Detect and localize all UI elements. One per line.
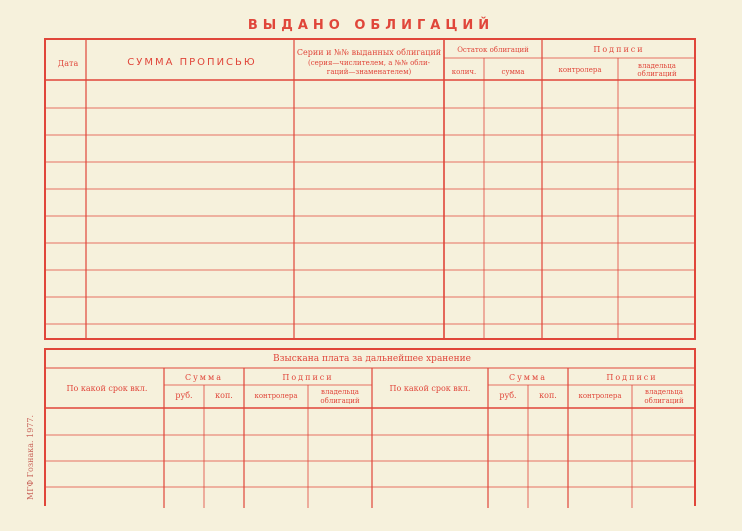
storage-fee-header: Взыскана плата за дальнейшее хранение xyxy=(273,354,471,364)
col-balance-header: Остаток облигаций xyxy=(457,46,529,54)
form-title: ВЫДАНО ОБЛИГАЦИЙ xyxy=(247,18,495,33)
col-signatures-left-header: Подписи xyxy=(282,373,334,382)
col-rub-left-header: руб. xyxy=(175,391,193,400)
col-period-right-header: По какой срок вкл. xyxy=(389,384,471,393)
col-date-header: Дата xyxy=(57,59,79,68)
col-sum-right-header: Сумма xyxy=(508,373,548,382)
col-sig-owner-right-header-1: владельца xyxy=(645,388,683,396)
col-series-note-2: гаций—знаменателем) xyxy=(326,68,412,76)
col-signatures-right-header: Подписи xyxy=(606,373,658,382)
col-series-header: Серии и №№ выданных облигаций xyxy=(296,48,442,57)
col-balance-qty-header: колич. xyxy=(451,68,477,76)
col-sig-owner-left-header-1: владельца xyxy=(321,388,359,396)
col-sig-owner-header-2: облигаций xyxy=(637,70,677,78)
bonds-issued-table xyxy=(44,38,696,340)
col-balance-sum-header: сумма xyxy=(501,68,525,76)
col-sig-controller-header: контролера xyxy=(558,66,602,74)
col-kop-right-header: коп. xyxy=(539,391,557,400)
col-signatures-header: Подписи xyxy=(593,45,645,54)
bonds-issued-grid xyxy=(46,40,698,342)
col-sig-owner-left-header-2: облигаций xyxy=(320,397,360,405)
col-rub-right-header: руб. xyxy=(499,391,517,400)
storage-fee-table xyxy=(44,348,696,506)
col-sum-left-header: Сумма xyxy=(184,373,224,382)
col-sig-controller-left-header: контролера xyxy=(254,392,298,400)
col-sig-owner-right-header-2: облигаций xyxy=(644,397,684,405)
printer-imprint: МГФ Гознака. 1977. xyxy=(26,414,35,500)
col-kop-left-header: коп. xyxy=(215,391,233,400)
col-series-note-1: (серия—числителем, а №№ обли- xyxy=(308,59,430,67)
col-period-left-header: По какой срок вкл. xyxy=(66,384,148,393)
col-sum-words-header: СУММА ПРОПИСЬЮ xyxy=(127,57,257,68)
col-sig-owner-header-1: владельца xyxy=(638,62,676,70)
col-sig-controller-right-header: контролера xyxy=(578,392,622,400)
